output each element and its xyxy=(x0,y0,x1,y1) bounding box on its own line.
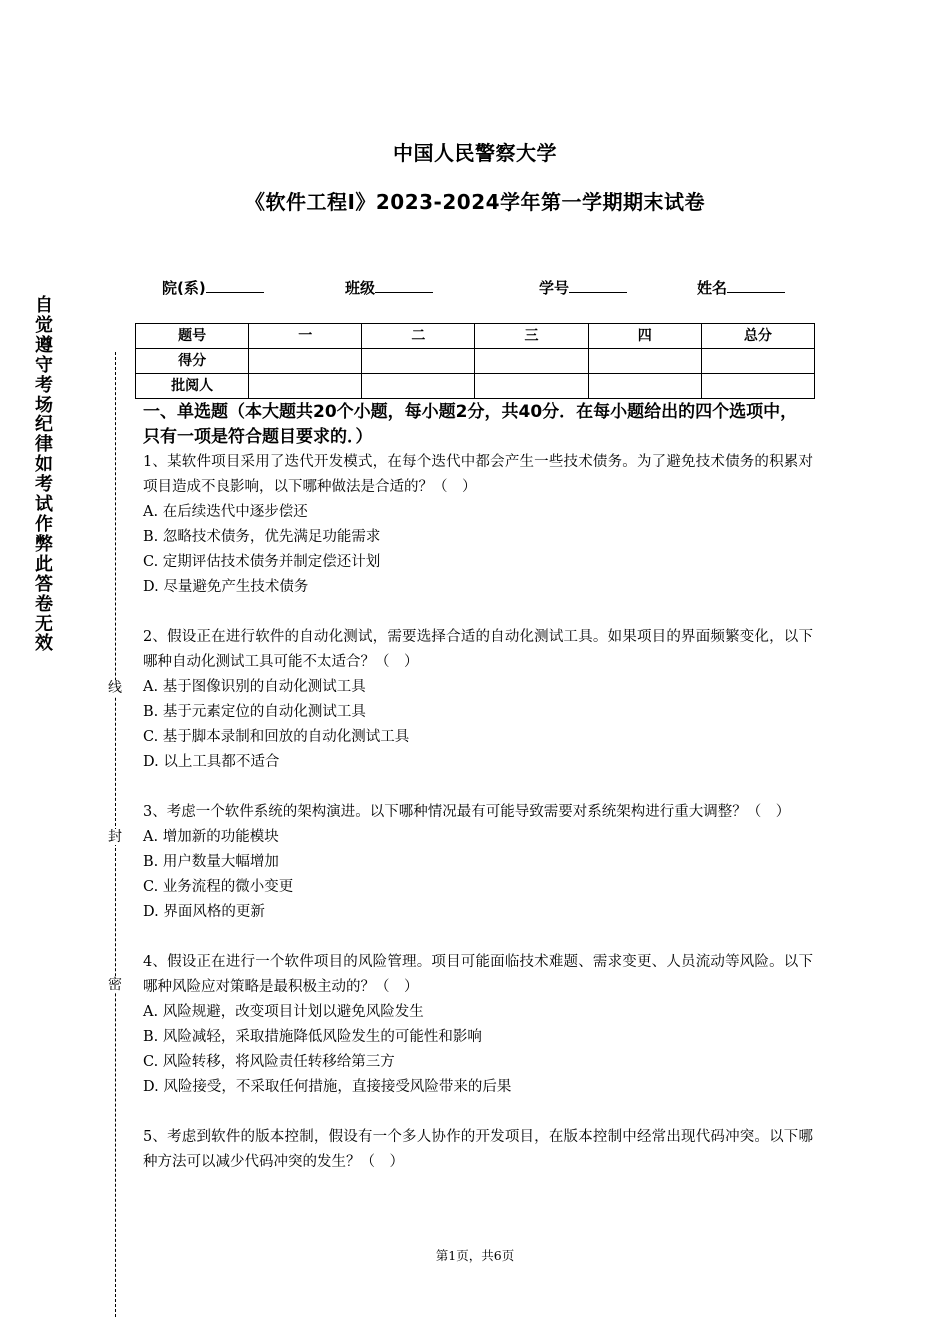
warning-char: 场 xyxy=(35,394,53,416)
spacer xyxy=(143,925,813,950)
name-blank[interactable] xyxy=(727,276,785,293)
score-cell[interactable] xyxy=(588,349,701,374)
question-stem: 3、考虑一个软件系统的架构演进。以下哪种情况最有可能导致需要对系统架构进行重大调整？（ ） xyxy=(143,804,791,820)
warning-char: 此 xyxy=(35,553,53,575)
student-id-field[interactable] xyxy=(539,276,627,298)
score-table xyxy=(135,323,815,399)
score-table-grader-row xyxy=(136,374,815,399)
class-blank[interactable] xyxy=(375,276,433,293)
option-b[interactable]: B. 用户数量大幅增加 xyxy=(143,854,279,870)
score-cell: 题号 xyxy=(136,324,249,349)
score-cell: 三 xyxy=(475,324,588,349)
seal-mark-seal: 封 xyxy=(108,829,122,845)
seal-mark-line: 线 xyxy=(108,680,122,696)
option-d[interactable]: D. 尽量避免产生技术债务 xyxy=(143,579,309,595)
option-b[interactable]: B. 忽略技术债务，优先满足功能需求 xyxy=(143,529,381,545)
score-cell[interactable] xyxy=(475,374,588,399)
name-label: 姓名 xyxy=(697,279,728,297)
exam-discipline-warning xyxy=(33,296,55,654)
warning-char: 守 xyxy=(35,354,53,376)
student-info-row xyxy=(0,276,950,300)
exam-title: 《软件工程Ⅰ》2023-2024学年第一学期期末试卷 xyxy=(244,190,706,214)
university-title: 中国人民警察大学 xyxy=(393,141,557,165)
option-d[interactable]: D. 以上工具都不适合 xyxy=(143,754,280,770)
seal-mark-secret: 密 xyxy=(108,977,122,993)
spacer xyxy=(143,1100,813,1125)
score-cell[interactable] xyxy=(588,374,701,399)
score-cell: 二 xyxy=(362,324,475,349)
score-cell[interactable] xyxy=(249,349,362,374)
option-c[interactable]: C. 基于脚本录制和回放的自动化测试工具 xyxy=(143,729,410,745)
warning-char: 效 xyxy=(35,633,53,655)
warning-char: 考 xyxy=(35,374,53,396)
score-cell[interactable] xyxy=(249,374,362,399)
spacer xyxy=(143,775,813,800)
score-cell: 批阅人 xyxy=(136,374,249,399)
question-5 xyxy=(143,1125,813,1175)
warning-char: 自 xyxy=(35,295,53,316)
question-3 xyxy=(143,800,813,925)
question-stem: 4、假设正在进行一个软件项目的风险管理。项目可能面临技术难题、需求变更、人员流动等风险。以下哪种风险应对策略是最积极主动的？（ ） xyxy=(143,954,813,995)
class-field[interactable] xyxy=(345,276,433,298)
option-a[interactable]: A. 在后续迭代中逐步偿还 xyxy=(143,504,308,520)
department-field[interactable] xyxy=(162,276,264,298)
score-cell[interactable] xyxy=(701,349,814,374)
question-1 xyxy=(143,450,813,600)
warning-char: 答 xyxy=(35,573,53,595)
score-cell[interactable] xyxy=(362,374,475,399)
section-title: 一、单选题（本大题共20个小题，每小题2分，共40分．在每小题给出的四个选项中，只有一项是符合题目要求的．） xyxy=(143,402,798,447)
warning-char: 遵 xyxy=(35,334,53,356)
score-cell[interactable] xyxy=(362,349,475,374)
warning-char: 如 xyxy=(35,454,53,476)
option-d[interactable]: D. 界面风格的更新 xyxy=(143,904,265,920)
option-b[interactable]: B. 基于元素定位的自动化测试工具 xyxy=(143,704,366,720)
warning-char: 律 xyxy=(35,434,53,456)
option-b[interactable]: B. 风险减轻，采取措施降低风险发生的可能性和影响 xyxy=(143,1029,482,1045)
class-label: 班级 xyxy=(345,279,376,297)
department-blank[interactable] xyxy=(206,276,264,293)
score-table-score-row xyxy=(136,349,815,374)
page-footer: 第1页，共6页 xyxy=(435,1248,515,1263)
warning-char: 弊 xyxy=(35,533,53,555)
warning-char: 试 xyxy=(35,494,53,516)
question-stem: 5、考虑到软件的版本控制，假设有一个多人协作的开发项目，在版本控制中经常出现代码冲突。以下哪种方法可以减少代码冲突的发生？（ ） xyxy=(143,1129,813,1170)
warning-char: 考 xyxy=(35,474,53,496)
score-cell: 四 xyxy=(588,324,701,349)
option-c[interactable]: C. 业务流程的微小变更 xyxy=(143,879,294,895)
student-id-label: 学号 xyxy=(539,279,570,297)
option-a[interactable]: A. 基于图像识别的自动化测试工具 xyxy=(143,679,366,695)
name-field[interactable] xyxy=(697,276,785,298)
option-a[interactable]: A. 增加新的功能模块 xyxy=(143,829,279,845)
option-a[interactable]: A. 风险规避，改变项目计划以避免风险发生 xyxy=(143,1004,424,1020)
warning-char: 作 xyxy=(35,513,53,535)
score-cell: 得分 xyxy=(136,349,249,374)
score-cell[interactable] xyxy=(475,349,588,374)
student-id-blank[interactable] xyxy=(569,276,627,293)
score-table-header-row xyxy=(136,324,815,349)
question-stem: 1、某软件项目采用了迭代开发模式，在每个迭代中都会产生一些技术债务。为了避免技术债务的积累对项目造成不良影响，以下哪种做法是合适的？（ ） xyxy=(143,454,813,495)
question-stem: 2、假设正在进行软件的自动化测试，需要选择合适的自动化测试工具。如果项目的界面频繁变化，以下哪种自动化测试工具可能不太适合？（ ） xyxy=(143,629,813,670)
department-label: 院(系) xyxy=(162,279,206,297)
warning-char: 无 xyxy=(35,613,53,635)
warning-char: 卷 xyxy=(35,593,53,615)
warning-char: 觉 xyxy=(35,314,53,336)
score-cell: 总分 xyxy=(701,324,814,349)
option-d[interactable]: D. 风险接受，不采取任何措施，直接接受风险带来的后果 xyxy=(143,1079,512,1095)
warning-char: 纪 xyxy=(35,414,53,436)
question-2 xyxy=(143,625,813,775)
exam-content xyxy=(143,400,813,1175)
option-c[interactable]: C. 风险转移，将风险责任转移给第三方 xyxy=(143,1054,395,1070)
score-cell: 一 xyxy=(249,324,362,349)
score-cell[interactable] xyxy=(701,374,814,399)
option-c[interactable]: C. 定期评估技术债务并制定偿还计划 xyxy=(143,554,381,570)
spacer xyxy=(143,600,813,625)
question-4 xyxy=(143,950,813,1100)
